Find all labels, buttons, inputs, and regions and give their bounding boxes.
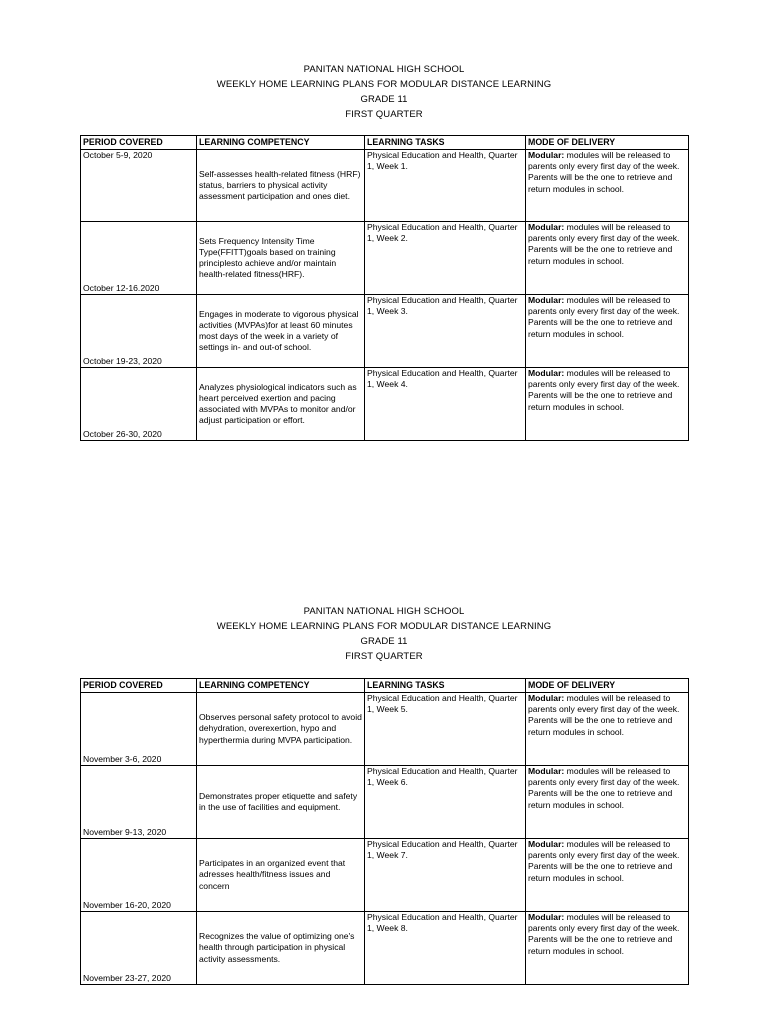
table-row [81,693,689,766]
period-cell: November 23-27, 2020 [81,912,197,985]
mode-cell [526,766,689,839]
learning-plan-table-1 [80,135,689,441]
task-cell: Physical Education and Health, Quarter 1, Week 2. [365,222,526,295]
competency-cell: Sets Frequency Intensity Time Type(FFITT)goals based on training principlesto achieve and/or maintain health-related fitness(HRF). [197,222,365,295]
task-cell: Physical Education and Health, Quarter 1, Week 5. [365,693,526,766]
mode-cell [526,839,689,912]
table-row [81,150,689,222]
column-header-period: PERIOD COVERED [81,136,197,150]
school-name: PANITAN NATIONAL HIGH SCHOOL [303,606,465,617]
task-cell: Physical Education and Health, Quarter 1, Week 8. [365,912,526,985]
competency-cell: Demonstrates proper etiquette and safety in the use of facilities and equipment. [197,766,365,839]
mode-cell [526,693,689,766]
task-cell: Physical Education and Health, Quarter 1, Week 4. [365,368,526,441]
grade-label: GRADE 11 [360,636,408,647]
column-header-tasks: LEARNING TASKS [365,679,526,693]
column-header-mode: MODE OF DELIVERY [526,679,689,693]
mode-label: Modular: [528,693,565,703]
period-cell: November 9-13, 2020 [81,766,197,839]
plan-title: WEEKLY HOME LEARNING PLANS FOR MODULAR DISTANCE LEARNING [216,79,552,90]
column-header-competency: LEARNING COMPETENCY [197,136,365,150]
task-cell: Physical Education and Health, Quarter 1, Week 6. [365,766,526,839]
plan-block-2 [0,604,768,664]
competency-cell: Engages in moderate to vigorous physical activities (MVPAs)for at least 60 minutes most days of the week in a variety of settings in- and out-of school. [197,295,365,368]
grade-label: GRADE 11 [360,94,408,105]
competency-cell: Self-assesses health-related fitness (HRF) status, barriers to physical activity assessment participation and ones diet. [197,150,365,222]
mode-text: modules will be released to parents only every first day of the week. Parents will be the one to retrieve and return modules in school. [528,766,680,810]
table-header-row [81,679,689,693]
mode-label: Modular: [528,839,565,849]
mode-label: Modular: [528,368,565,378]
mode-label: Modular: [528,766,565,776]
learning-plan-table-2 [80,678,689,985]
competency-cell: Participates in an organized event that adresses health/fitness issues and concern [197,839,365,912]
mode-text: modules will be released to parents only every first day of the week. Parents will be the one to retrieve and return modules in school. [528,839,680,883]
plan-title: WEEKLY HOME LEARNING PLANS FOR MODULAR DISTANCE LEARNING [216,621,552,632]
column-header-competency: LEARNING COMPETENCY [197,679,365,693]
task-cell: Physical Education and Health, Quarter 1, Week 7. [365,839,526,912]
mode-cell [526,150,689,222]
mode-label: Modular: [528,912,565,922]
period-cell: October 19-23, 2020 [81,295,197,368]
task-cell: Physical Education and Health, Quarter 1, Week 3. [365,295,526,368]
mode-label: Modular: [528,295,565,305]
table-row [81,222,689,295]
mode-cell [526,295,689,368]
period-cell: October 26-30, 2020 [81,368,197,441]
period-cell: November 16-20, 2020 [81,839,197,912]
period-cell: October 5-9, 2020 [81,150,197,222]
school-name: PANITAN NATIONAL HIGH SCHOOL [303,64,465,75]
competency-cell: Analyzes physiological indicators such as heart perceived exertion and pacing associated with MVPAs to monitor and/or adjust participation or effort. [197,368,365,441]
mode-label: Modular: [528,222,565,232]
table-row [81,295,689,368]
column-header-mode: MODE OF DELIVERY [526,136,689,150]
table-header-row [81,136,689,150]
table-row [81,368,689,441]
competency-cell: Observes personal safety protocol to avoid dehydration, overexertion, hypo and hyperthermia during MVPA participation. [197,693,365,766]
mode-cell [526,912,689,985]
mode-text: modules will be released to parents only every first day of the week. Parents will be the one to retrieve and return modules in school. [528,222,680,266]
task-cell: Physical Education and Health, Quarter 1, Week 1. [365,150,526,222]
competency-cell: Recognizes the value of optimizing one's health through participation in physical activity assessments. [197,912,365,985]
plan-block-1 [0,62,768,122]
quarter-label: FIRST QUARTER [345,109,423,120]
table-row [81,912,689,985]
mode-cell [526,368,689,441]
mode-text: modules will be released to parents only every first day of the week. Parents will be the one to retrieve and return modules in school. [528,295,680,339]
mode-label: Modular: [528,150,565,160]
mode-cell [526,222,689,295]
mode-text: modules will be released to parents only every first day of the week. Parents will be the one to retrieve and return modules in school. [528,912,680,956]
table-row [81,766,689,839]
column-header-period: PERIOD COVERED [81,679,197,693]
mode-text: modules will be released to parents only every first day of the week. Parents will be the one to retrieve and return modules in school. [528,150,680,194]
period-cell: October 12-16.2020 [81,222,197,295]
column-header-tasks: LEARNING TASKS [365,136,526,150]
mode-text: modules will be released to parents only every first day of the week. Parents will be the one to retrieve and return modules in school. [528,693,680,737]
period-cell: November 3-6, 2020 [81,693,197,766]
mode-text: modules will be released to parents only every first day of the week. Parents will be the one to retrieve and return modules in school. [528,368,680,412]
quarter-label: FIRST QUARTER [345,651,423,662]
table-row [81,839,689,912]
